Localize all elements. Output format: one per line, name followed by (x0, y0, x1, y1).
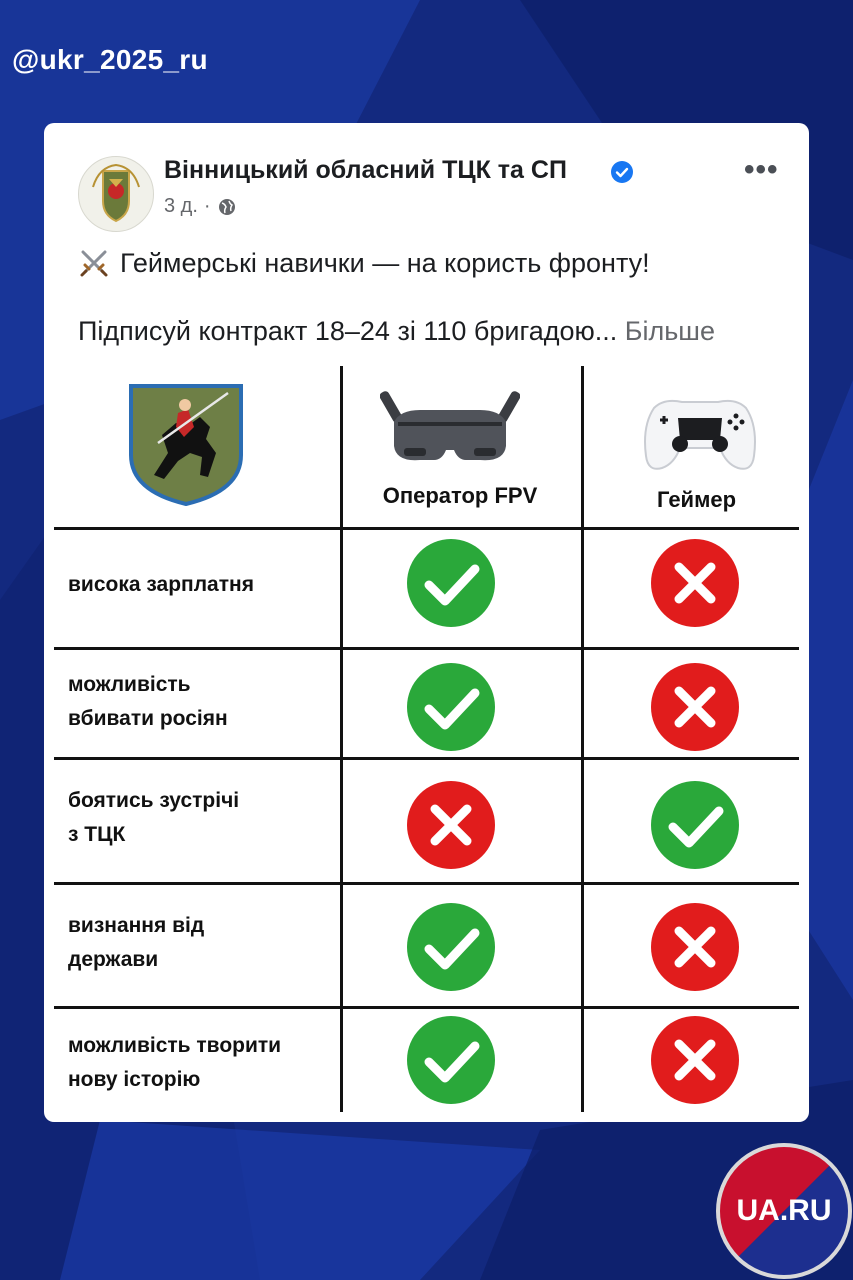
post-time[interactable]: 3 д. (164, 195, 198, 217)
globe-icon (217, 197, 237, 217)
row-label (68, 668, 228, 736)
brigade-emblem-icon (128, 383, 244, 507)
column-header-fpv: Оператор FPV (382, 483, 538, 508)
cross-icon (651, 539, 739, 627)
see-more-link[interactable]: Більше (624, 316, 715, 346)
facebook-post-card (44, 123, 809, 1122)
comparison-table (54, 366, 799, 1112)
ua-ru-logo (715, 1142, 853, 1280)
logo-text: UA.RU (736, 1194, 832, 1227)
row-label (68, 784, 239, 852)
table-divider (54, 882, 799, 885)
table-divider (54, 527, 799, 530)
row-label-line: вбивати росіян (68, 707, 228, 730)
table-divider (54, 1006, 799, 1009)
post-headline: Геймерські навички — на користь фронту! (120, 247, 650, 278)
table-divider (54, 647, 799, 650)
cross-icon (651, 663, 739, 751)
row-label-line: боятись зустрічі (68, 789, 240, 812)
verified-badge-icon (610, 160, 634, 184)
meta-separator: · (203, 195, 211, 217)
table-divider (54, 757, 799, 760)
row-label (68, 568, 254, 602)
cross-icon (407, 781, 495, 869)
row-label-line: висока зарплатня (68, 573, 254, 596)
fpv-goggles-icon (380, 388, 520, 466)
check-icon (651, 781, 739, 869)
post-text-line2 (78, 316, 715, 347)
row-label-line: нову історію (68, 1068, 201, 1091)
row-label-line: можливість творити (68, 1034, 282, 1057)
page-name[interactable]: Вінницький обласний ТЦК та СП (164, 156, 567, 184)
row-label (68, 909, 204, 977)
check-icon (407, 903, 495, 991)
row-label-line: держави (68, 948, 159, 971)
crossed-swords-icon (78, 247, 110, 279)
post-body-preview: Підписуй контракт 18–24 зі 110 бригадою... (78, 316, 618, 346)
check-icon (407, 663, 495, 751)
cross-icon (651, 1016, 739, 1104)
table-divider (581, 366, 584, 1112)
row-label (68, 1029, 281, 1097)
column-header-gamer: Геймер (656, 487, 737, 512)
post-meta (164, 195, 237, 218)
cross-icon (651, 903, 739, 991)
post-text-line1 (78, 247, 650, 279)
check-icon (407, 1016, 495, 1104)
row-label-line: з ТЦК (68, 823, 126, 846)
table-divider (340, 366, 343, 1112)
gamepad-icon (642, 396, 758, 472)
more-options-button[interactable]: ••• (744, 153, 779, 186)
row-label-line: можливість (68, 673, 191, 696)
page-avatar[interactable] (78, 156, 154, 232)
watermark-handle: @ukr_2025_ru (12, 44, 208, 75)
row-label-line: визнання від (68, 914, 205, 937)
check-icon (407, 539, 495, 627)
